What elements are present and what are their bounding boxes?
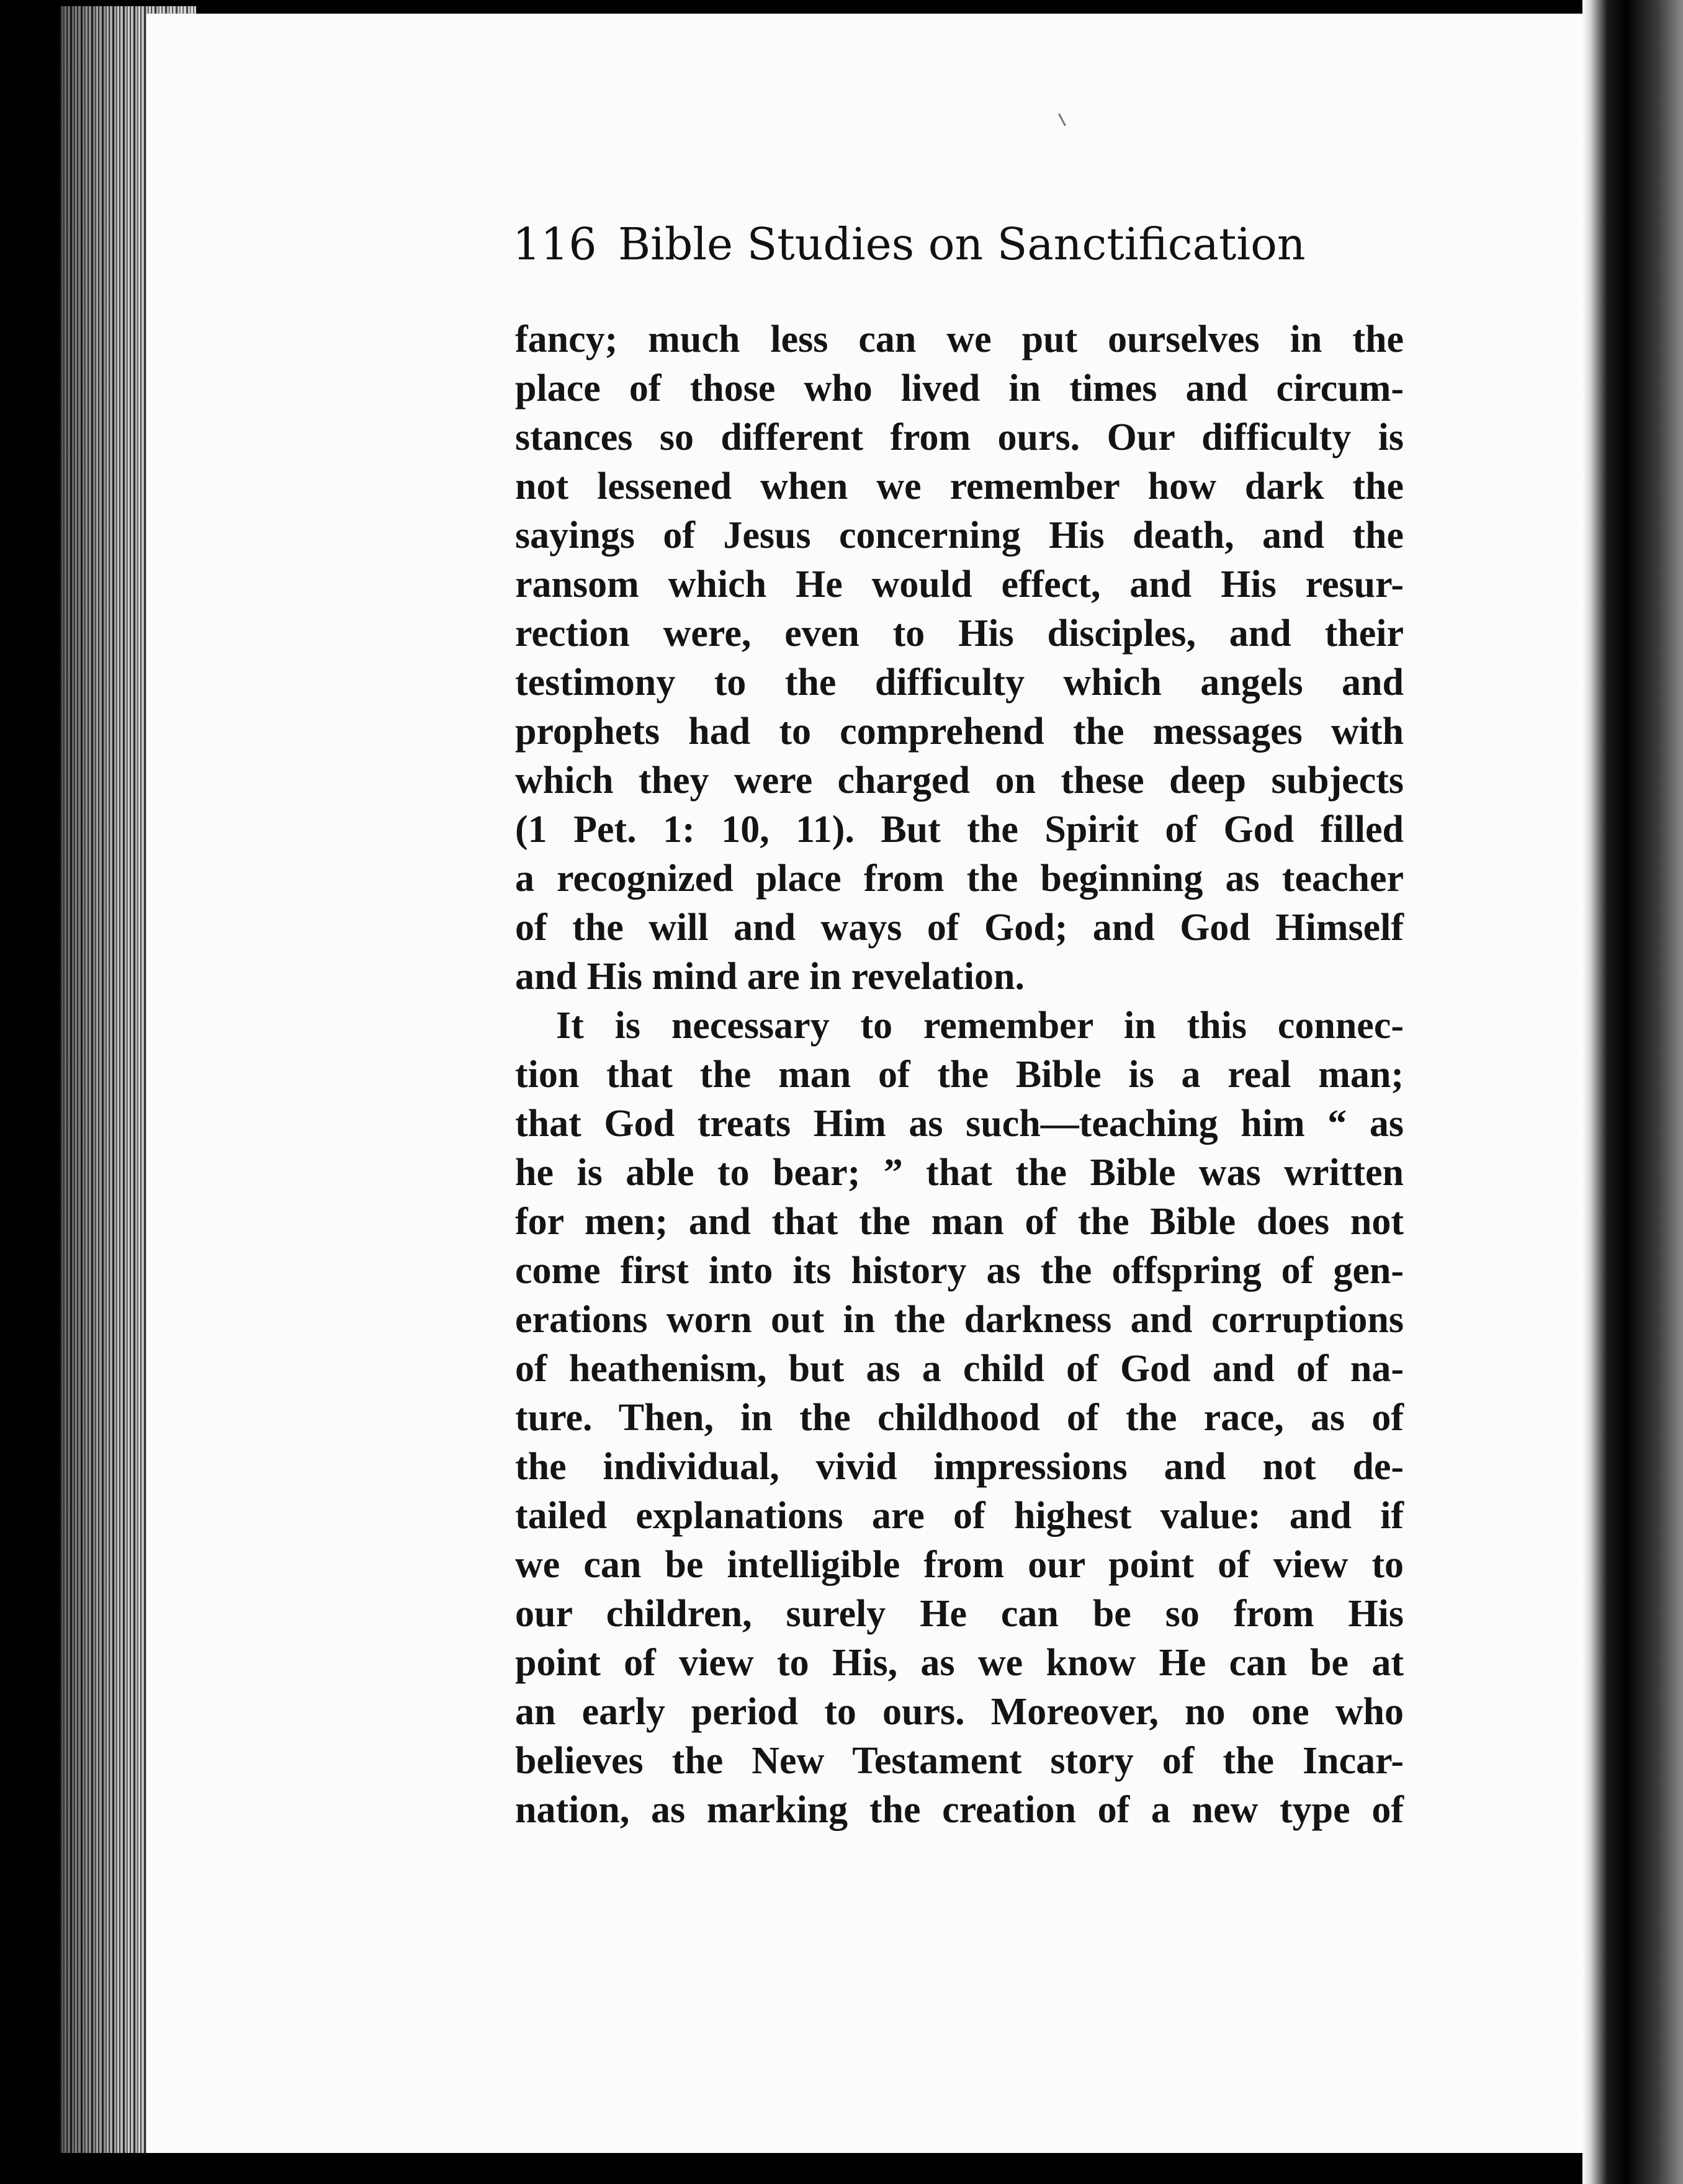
text-line: stances so different from ours. Our difficulty is (515, 416, 1404, 459)
running-title: Bible Studies on Sanctification (618, 218, 1306, 270)
text-line: testimony to the difficulty which angels and (515, 661, 1404, 704)
text-line: tailed explanations are of highest value: and if (515, 1495, 1404, 1537)
text-line: sayings of Jesus concerning His death, and the (515, 514, 1404, 557)
text-line: believes the New Testament story of the Incar- (515, 1740, 1404, 1782)
text-line: It is necessary to remember in this connec- (556, 1005, 1404, 1047)
text-line: nation, as marking the creation of a new type of (515, 1789, 1404, 1831)
text-line: an early period to ours. Moreover, no one who (515, 1691, 1404, 1733)
text-line: a recognized place from the beginning as teacher (515, 857, 1404, 900)
text-line: that God treats Him as such—teaching him “ as (515, 1103, 1404, 1145)
body-text (515, 315, 1404, 1835)
text-line: erations worn out in the darkness and corruptions (515, 1299, 1404, 1341)
text-line: ture. Then, in the childhood of the race, as of (515, 1397, 1404, 1439)
text-line: rection were, even to His disciples, and their (515, 612, 1404, 655)
text-line: come first into its history as the offspring of gen- (515, 1250, 1404, 1292)
text-line: ransom which He would effect, and His resur- (515, 563, 1404, 606)
text-line: our children, surely He can be so from His (515, 1593, 1404, 1635)
text-line: fancy; much less can we put ourselves in the (515, 318, 1404, 360)
text-line: of the will and ways of God; and God Himself (515, 906, 1404, 949)
text-line: for men; and that the man of the Bible does not (515, 1201, 1404, 1243)
page-number: 116 (513, 218, 597, 270)
text-line: tion that the man of the Bible is a real man; (515, 1054, 1404, 1096)
text-line: not lessened when we remember how dark the (515, 465, 1404, 508)
book-gutter (1582, 0, 1683, 2184)
text-line: the individual, vivid impressions and not de- (515, 1446, 1404, 1488)
text-line: he is able to bear; ” that the Bible was written (515, 1152, 1404, 1194)
text-line: place of those who lived in times and circum- (515, 367, 1404, 410)
text-line: which they were charged on these deep subjects (515, 759, 1404, 802)
text-line: and His mind are in revelation. (515, 956, 1025, 998)
text-line: we can be intelligible from our point of view to (515, 1544, 1404, 1586)
text-line: prophets had to comprehend the messages with (515, 710, 1404, 753)
running-header (513, 218, 1412, 287)
text-line: point of view to His, as we know He can be at (515, 1642, 1404, 1684)
text-line: (1 Pet. 1: 10, 11). But the Spirit of God filled (515, 808, 1404, 851)
text-line: of heathenism, but as a child of God and of na- (515, 1348, 1404, 1390)
